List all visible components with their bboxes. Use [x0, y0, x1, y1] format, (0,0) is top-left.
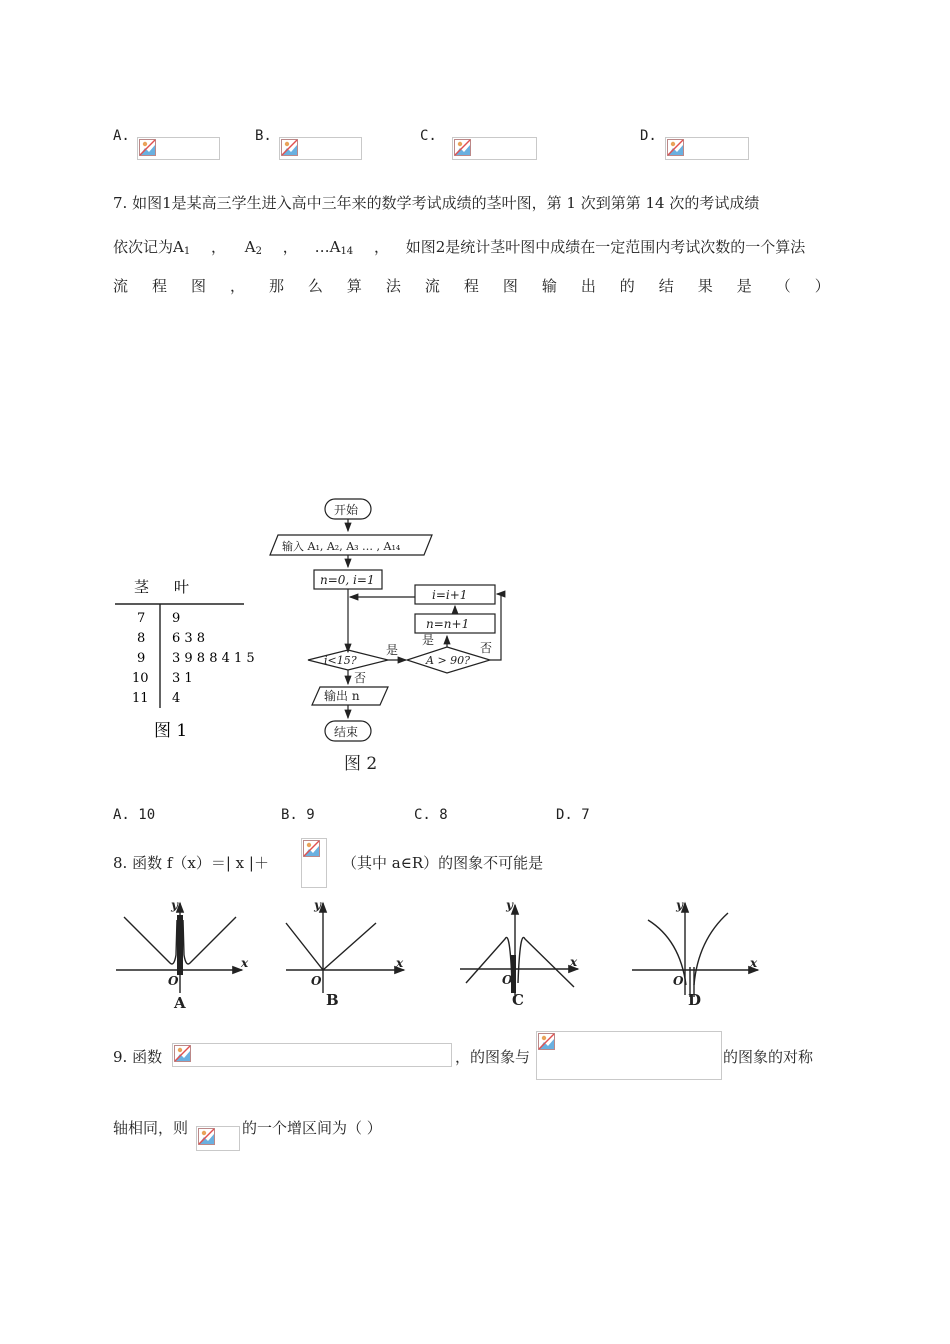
q7-line3-char: 程: [151, 277, 167, 295]
q9-text-3: 的图象的对称: [723, 1048, 814, 1066]
q7-answer-a: A. 10: [113, 807, 156, 823]
x-axis-label: x: [396, 956, 404, 970]
q7-line3-char: 流: [113, 277, 129, 295]
q7-line-2: [113, 236, 805, 257]
q7-line-3: [113, 275, 830, 296]
broken-image-icon: [301, 838, 327, 888]
graph-label-c: C: [512, 991, 524, 1009]
subscript: 2: [255, 246, 263, 257]
option-label: B.: [255, 128, 272, 144]
no-label: 否: [480, 641, 493, 655]
graph-label-a: A: [174, 994, 186, 1012]
q7-line3-char: 的: [619, 277, 635, 295]
graph-label-d: D: [688, 991, 702, 1009]
q9-text-1: 9. 函数: [113, 1048, 163, 1066]
option-label: D.: [640, 128, 657, 144]
leaf-values: 6 3 8: [172, 631, 206, 646]
y-axis-label: y: [171, 898, 178, 912]
q7-line3-char: 是: [736, 277, 752, 295]
a14-symbol: …A: [314, 238, 341, 256]
option-label: A.: [113, 128, 130, 144]
q7-line3-char: 结: [658, 277, 674, 295]
figure-2-caption: 图 2: [344, 754, 378, 774]
q7-line3-char: 程: [463, 277, 479, 295]
subscript: 1: [183, 246, 191, 257]
broken-image-icon: [137, 137, 220, 160]
stem-leaf-rows: [132, 611, 255, 706]
leaf-header: 叶: [174, 578, 190, 596]
q7-answer-b: B. 9: [281, 807, 315, 823]
stem-value: 9: [137, 651, 146, 666]
y-axis-label: y: [314, 898, 321, 912]
cond-i-label: i<15?: [324, 654, 357, 667]
graph-d: [632, 903, 758, 997]
q9-text-4: 轴相同，则: [113, 1119, 189, 1137]
y-axis-label: y: [506, 898, 513, 912]
origin-label: O: [168, 974, 179, 988]
q7-line3-char: 果: [697, 277, 713, 295]
q7-line3-char: 流: [424, 277, 440, 295]
inc-i-label: i=i+1: [432, 588, 468, 602]
graph-label-b: B: [326, 991, 339, 1009]
leaf-values: 3 9 8 8 4 1 5: [172, 651, 255, 666]
q7-line3-char: 那: [268, 277, 284, 295]
q7-line3-char: 出: [580, 277, 596, 295]
x-axis-label: x: [241, 956, 249, 970]
inc-n-label: n=n+1: [426, 617, 470, 631]
y-axis-label: y: [676, 898, 683, 912]
q7-line3-char: 输: [541, 277, 557, 295]
cond-a-label: A > 90?: [426, 654, 471, 667]
q9-text-5: 的一个增区间为（ ）: [242, 1119, 382, 1137]
separator: ，: [211, 238, 227, 256]
q7-answer-c: C. 8: [414, 807, 448, 823]
q7-line2-prefix: 依次记为A: [113, 238, 184, 256]
leaf-values: 3 1: [172, 671, 193, 686]
q7-line-1: [113, 192, 759, 213]
output-label: 输出 n: [324, 689, 360, 703]
stem-header: 茎: [134, 578, 150, 596]
q7-line3-char: 图: [502, 277, 518, 295]
q8-text-before: 8. 函数 f（x）＝| x |＋: [113, 854, 269, 872]
q7-line3-char: 图: [190, 277, 206, 295]
no-label: 否: [354, 671, 367, 685]
q8-graphs: [110, 895, 770, 1015]
q7-answer-d: D. 7: [556, 807, 590, 823]
start-label: 开始: [334, 503, 359, 517]
x-axis-label: x: [750, 956, 758, 970]
stem-value: 7: [137, 611, 146, 626]
broken-image-icon: [452, 137, 537, 160]
option-label: C.: [420, 128, 437, 144]
origin-label: O: [502, 973, 513, 987]
q7-line3-char: ，: [229, 277, 245, 295]
q7-line3-char: 法: [385, 277, 401, 295]
flowchart: [262, 492, 512, 782]
q9-text-2: ，的图象与: [455, 1048, 531, 1066]
yes-label: 是: [386, 643, 399, 657]
broken-image-icon: [536, 1031, 722, 1080]
q8-text-after: （其中 a∈R）的图象不可能是: [342, 854, 544, 872]
end-label: 结束: [334, 725, 359, 739]
q7-line3-char: 算: [346, 277, 362, 295]
leaf-values: 9: [172, 611, 181, 626]
x-axis-label: x: [570, 955, 578, 969]
question-text: 如图1是某高三学生进入高中三年来的数学考试成绩的茎叶图，第 1 次到第第 14 次的考试成绩: [132, 194, 760, 212]
a2-symbol: A: [244, 238, 256, 256]
separator: ，: [282, 238, 298, 256]
graph-a: [116, 903, 242, 993]
stem-leaf-plot: [110, 570, 260, 745]
stem-value: 10: [132, 671, 149, 686]
origin-label: O: [311, 974, 322, 988]
broken-image-icon: [279, 137, 362, 160]
q7-line2-suffix: 如图2是统计茎叶图中成绩在一定范围内考试次数的一个算法: [405, 238, 806, 256]
separator: ，: [373, 238, 389, 256]
input-label: 输入 A₁, A₂, A₃ … , A₁₄: [282, 540, 401, 553]
stem-value: 8: [137, 631, 146, 646]
broken-image-icon: [196, 1126, 240, 1151]
init-label: n=0, i=1: [320, 573, 375, 587]
graph-b: [286, 903, 404, 993]
broken-image-icon: [172, 1043, 452, 1067]
q7-line3-char: 么: [307, 277, 323, 295]
q7-line3-char: （: [775, 277, 791, 295]
q7-line3-char: ）: [814, 277, 830, 295]
stem-value: 11: [132, 691, 149, 706]
graph-c: [460, 905, 578, 995]
leaf-values: 4: [172, 691, 181, 706]
figure-1-caption: 图 1: [154, 721, 188, 741]
question-number: 7.: [113, 194, 128, 212]
yes-label: 是: [422, 633, 435, 647]
broken-image-icon: [665, 137, 749, 160]
subscript: 14: [340, 246, 354, 257]
origin-label: O: [673, 974, 684, 988]
